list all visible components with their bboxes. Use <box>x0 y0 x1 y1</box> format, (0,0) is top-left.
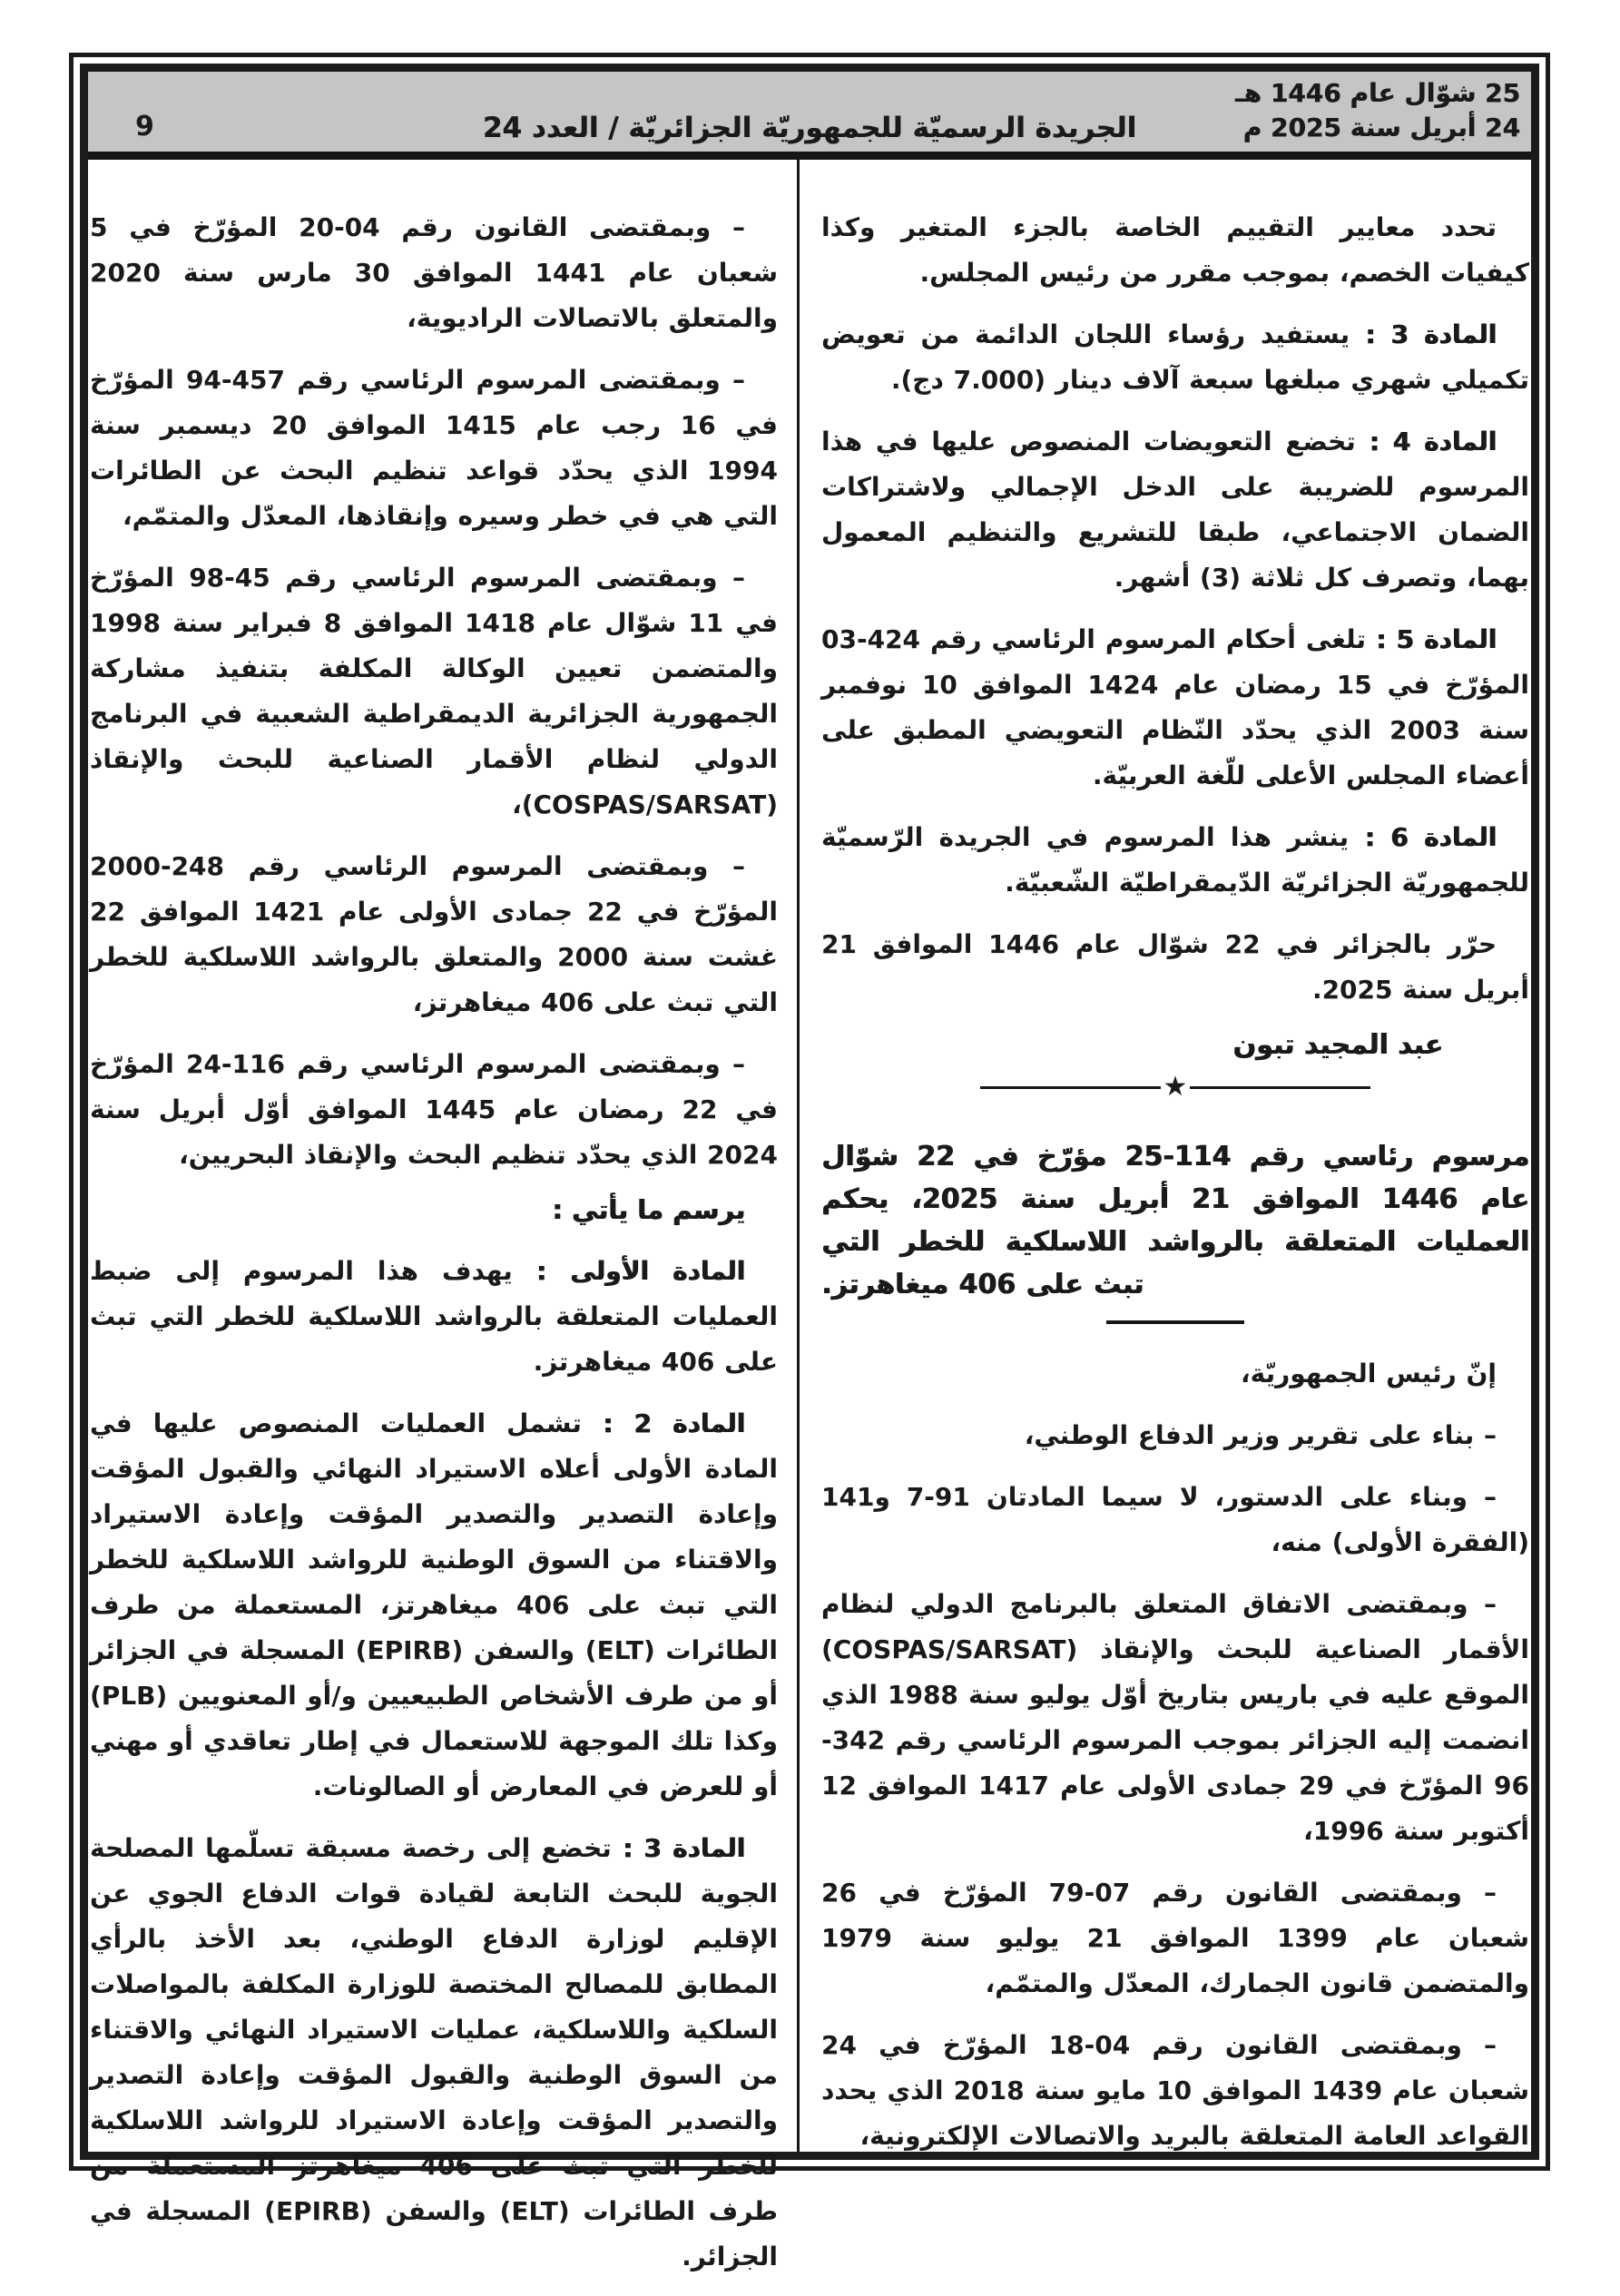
paragraph: إنّ رئيس الجمهوريّة، <box>1241 1359 1497 1388</box>
paragraph: حرّر بالجزائر في 22 شوّال عام 1446 الموافق 21 أبريل سنة 2025. <box>821 929 1529 1005</box>
separator-line <box>980 1086 1161 1089</box>
header-band <box>88 72 1531 160</box>
paragraph: – وبمقتضى المرسوم الرئاسي رقم 457-94 المؤرّخ في 16 رجب عام 1415 الموافق 20 ديسمبر سنة 1994 الذي يحدّد قواعد تنظيم البحث عن الطائرات التي هي في خطر وسيره وإنقاذها، المعدّل والمتمّم، <box>90 365 778 531</box>
article-paragraph <box>821 419 1529 601</box>
column-divider <box>797 160 800 2152</box>
article-text: تشمل العمليات المنصوص عليها في المادة الأولى أعلاه الاستيراد النهائي والقبول المؤقت وإعادة التصدير والتصدير المؤقت وإعادة الاستيراد والاقتناء من السوق الوطنية للرواشد اللاسلكية للخطر التي تبث على 406 ميغاهرتز، المستعملة من طرف الطائرات (ELT) والسفن (EPIRB) المسجلة في الجزائر أو من طرف الأشخاص الطبيعيين و/أو المعنويين (PLB) وكذا تلك الموجهة للاستعمال في إطار تعاقدي أو مهني أو للعرض في المعارض أو الصالونات. <box>90 1408 778 1801</box>
gregorian-date: 24 أبريل سنة 2025 م <box>1242 113 1520 142</box>
enactment-heading: يرسم ما يأتي : <box>552 1194 745 1225</box>
paragraph: تحدد معايير التقييم الخاصة بالجزء المتغير وكذا كيفيات الخصم، بموجب مقرر من رئيس المجلس. <box>821 212 1529 288</box>
article-text: ينشر هذا المرسوم في الجريدة الرّسميّة للجمهوريّة الجزائريّة الدّيمقراطيّة الشّعبيّة. <box>821 822 1529 898</box>
decree-title: مرسوم رئاسي رقم 114-25 مؤرّخ في 22 شوّال عام 1446 الموافق 21 أبريل سنة 2025، يحكم العمليات المتعلقة بالرواشد اللاسلكية للخطر التي تبث على 406 ميغاهرتز. <box>821 1141 1530 1300</box>
paragraph: – وبمقتضى الاتفاق المتعلق بالبرنامج الدولي لنظام الأقمار الصناعية للبحث والإنقاذ (COSPAS/SARSAT) الموقع عليه في باريس بتاريخ أوّل يوليو سنة 1988 الذي انضمت إليه الجزائر بموجب المرسوم الرئاسي رقم 342-96 المؤرّخ في 29 جمادى الأولى عام 1417 الموافق 12 أكتوبر سنة 1996، <box>821 1589 1530 1846</box>
paragraph: – وبمقتضى المرسوم الرئاسي رقم 248-2000 المؤرّخ في 22 جمادى الأولى عام 1421 الموافق 22 غشت سنة 2000 والمتعلق بالرواشد اللاسلكية للخطر التي تبث على 406 ميغاهرتز، <box>90 851 778 1017</box>
page-frame <box>69 53 1550 2271</box>
article-label: المادة 3 : <box>1365 319 1497 349</box>
star-separator <box>980 1071 1370 1103</box>
page-inner-frame <box>80 64 1539 2271</box>
header-dates <box>1235 76 1520 145</box>
article-text: تخضع إلى رخصة مسبقة تسلّمها المصلحة الجوية للبحث التابعة لقيادة قوات الدفاع الجوي عن الإقليم لوزارة الدفاع الوطني، بعد الأخذ بالرأي المطابق للمصالح المختصة للوزارة المكلفة بالمواصلات السلكية واللاسلكية، عمليات الاستيراد النهائي والاقتناء من السوق الوطنية والقبول المؤقت وإعادة التصدير والتصدير المؤقت وإعادة الاستيراد للرواشد اللاسلكية للخطر التي تبث على 406 ميغاهرتز المستعملة من طرف الطائرات (ELT) والسفن (EPIRB) المسجلة في الجزائر. <box>90 1833 778 2271</box>
page-content <box>88 160 1531 2271</box>
paragraph: – وبمقتضى القانون رقم 07-79 المؤرّخ في 26 شعبان عام 1399 الموافق 21 يوليو سنة 1979 والمتضمن قانون الجمارك، المعدّل والمتمّم، <box>821 1878 1529 1998</box>
article-text: يهدف هذا المرسوم إلى ضبط العمليات المتعلقة بالرواشد اللاسلكية للخطر التي تبث على 406 ميغاهرتز. <box>90 1256 778 1377</box>
article-label: المادة 4 : <box>1369 427 1497 456</box>
article-paragraph <box>90 1249 778 1385</box>
article-paragraph <box>821 815 1529 906</box>
article-paragraph <box>821 617 1529 799</box>
star-icon: ★ <box>1163 1071 1188 1103</box>
paragraph: – بناء على تقرير وزير الدفاع الوطني، <box>1024 1420 1497 1450</box>
hijri-date: 25 شوّال عام 1446 هـ <box>1234 78 1520 108</box>
president-signature: عبد المجيد تبون <box>1232 1029 1443 1061</box>
article-text: يستفيد رؤساء اللجان الدائمة من تعويض تكميلي شهري مبلغها سبعة آلاف دينار (7.000 دج). <box>821 319 1529 395</box>
article-label: المادة 3 : <box>622 1833 745 1863</box>
paragraph: – وبناء على الدستور، لا سيما المادتان 91-7 و141 (الفقرة الأولى) منه، <box>821 1482 1529 1557</box>
article-label: المادة 6 : <box>1364 822 1497 852</box>
article-text: تلغى أحكام المرسوم الرئاسي رقم 424-03 المؤرّخ في 15 رمضان عام 1424 الموافق 10 نوفمبر سنة 2003 الذي يحدّد النّظام التعويضي المطبق على أعضاء المجلس الأعلى للّغة العربيّة. <box>821 624 1529 790</box>
article-label: المادة 2 : <box>602 1408 746 1438</box>
column-right <box>821 205 1529 2175</box>
paragraph: – وبمقتضى المرسوم الرئاسي رقم 116-24 المؤرّخ في 22 رمضان عام 1445 الموافق أوّل أبريل سنة 2024 الذي يحدّد تنظيم البحث والإنقاذ البحريين، <box>90 1049 778 1170</box>
article-label: المادة الأولى : <box>535 1256 745 1286</box>
article-label: المادة 5 : <box>1376 624 1497 654</box>
article-paragraph <box>821 312 1529 403</box>
paragraph: – وبمقتضى القانون رقم 04-18 المؤرّخ في 24 شعبان عام 1439 الموافق 10 مايو سنة 2018 الذي يحدد القواعد العامة المتعلقة بالبريد والاتصالات الإلكترونية، <box>821 2030 1530 2151</box>
separator-line <box>1190 1086 1370 1089</box>
article-paragraph <box>90 1826 778 2280</box>
section-rule <box>1106 1320 1244 1324</box>
page-number: 9 <box>135 111 154 142</box>
paragraph: – وبمقتضى المرسوم الرئاسي رقم 45-98 المؤرّخ في 11 شوّال عام 1418 الموافق 8 فبراير سنة 1998 والمتضمن تعيين الوكالة المكلفة بتنفيذ مشاركة الجمهورية الجزائرية الديمقراطية الشعبية في البرنامج الدولي لنظام الأقمار الصناعية للبحث والإنقاذ (COSPAS/SARSAT)، <box>90 563 779 819</box>
column-left <box>90 205 778 2296</box>
paragraph: – وبمقتضى القانون رقم 04-20 المؤرّخ في 5 شعبان عام 1441 الموافق 30 مارس سنة 2020 والمتعلق بالاتصالات الراديوية، <box>90 212 778 333</box>
journal-title: الجريدة الرسميّة للجمهوريّة الجزائريّة / العدد 24 <box>482 112 1137 144</box>
article-text: تخضع التعويضات المنصوص عليها في هذا المرسوم للضريبة على الدخل الإجمالي ولاشتراكات الضمان الاجتماعي، طبقا للتشريع والتنظيم المعمول بهما، وتصرف كل ثلاثة (3) أشهر. <box>821 427 1529 593</box>
article-paragraph <box>90 1401 778 1810</box>
